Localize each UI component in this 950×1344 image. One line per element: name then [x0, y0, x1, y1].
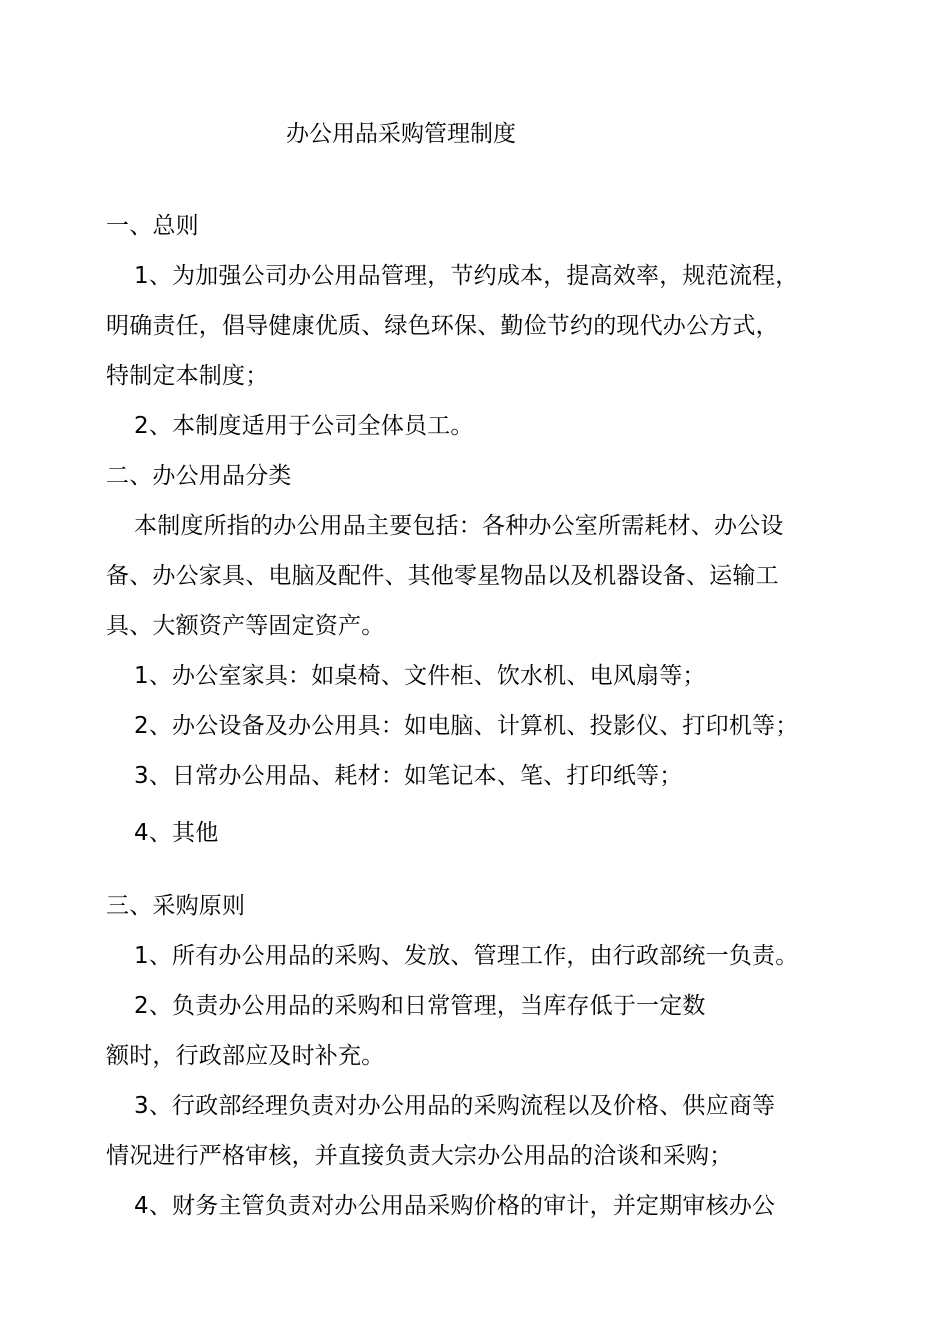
paragraph-line: 明确责任，倡导健康优质、绿色环保、勤俭节约的现代办公方式， — [106, 313, 779, 339]
list-item: 1、所有办公用品的采购、发放、管理工作，由行政部统一负责。 — [134, 943, 799, 969]
list-item: 4、其他 — [134, 820, 219, 846]
paragraph-line: 1、为加强公司办公用品管理，节约成本，提高效率，规范流程， — [134, 263, 799, 289]
list-item: 4、财务主管负责对办公用品采购价格的审计，并定期审核办公 — [134, 1193, 776, 1219]
paragraph-line: 具、大额资产等固定资产。 — [106, 613, 385, 639]
paragraph-line: 备、办公家具、电脑及配件、其他零星物品以及机器设备、运输工 — [106, 563, 779, 589]
list-item: 3、日常办公用品、耗材：如笔记本、笔、打印纸等； — [134, 763, 683, 789]
list-item: 3、行政部经理负责对办公用品的采购流程以及价格、供应商等 — [134, 1093, 776, 1119]
paragraph-line: 情况进行严格审核，并直接负责大宗办公用品的洽谈和采购； — [106, 1143, 733, 1169]
list-item: 2、办公设备及办公用具：如电脑、计算机、投影仪、打印机等； — [134, 713, 799, 739]
section-heading: 二、办公用品分类 — [106, 463, 292, 489]
paragraph-line: 额时，行政部应及时补充。 — [106, 1043, 385, 1069]
list-item: 1、办公室家具：如桌椅、文件柜、饮水机、电风扇等； — [134, 663, 706, 689]
document-title: 办公用品采购管理制度 — [286, 121, 516, 147]
paragraph-line: 本制度所指的办公用品主要包括：各种办公室所需耗材、办公设 — [134, 513, 784, 539]
paragraph-line: 2、本制度适用于公司全体员工。 — [134, 413, 474, 439]
section-heading: 三、采购原则 — [106, 893, 246, 919]
section-heading: 一、总则 — [106, 213, 199, 239]
paragraph-line: 特制定本制度； — [106, 363, 269, 389]
list-item: 2、负责办公用品的采购和日常管理，当库存低于一定数 — [134, 993, 706, 1019]
